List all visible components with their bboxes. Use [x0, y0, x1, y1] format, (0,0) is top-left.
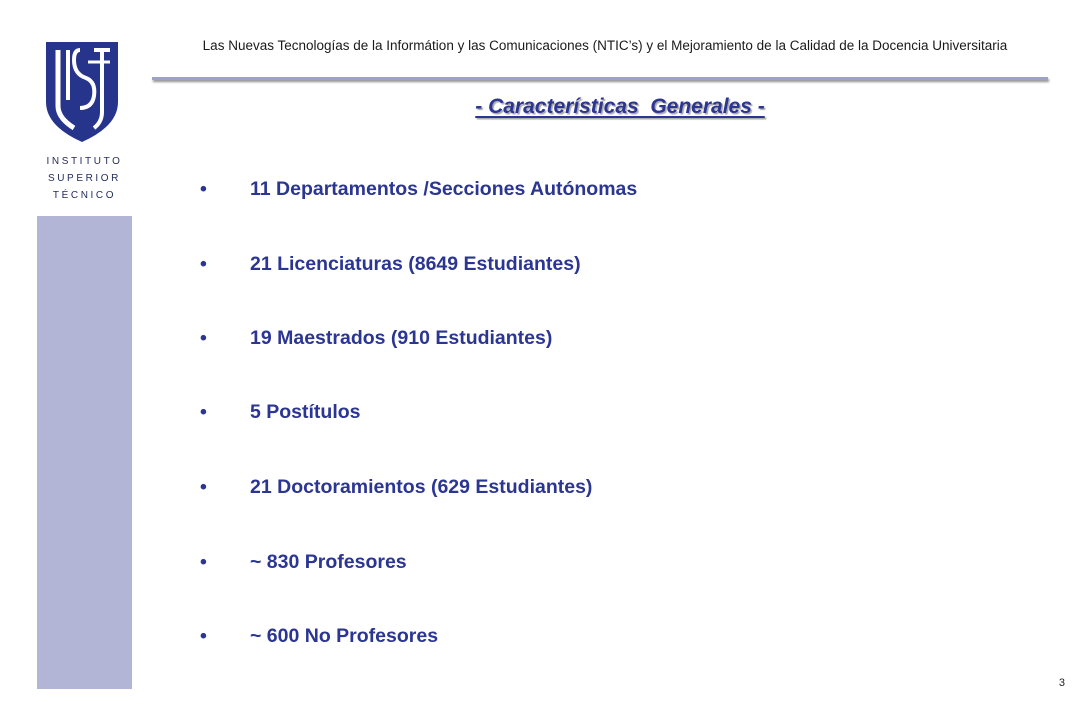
bullet-marker: •: [200, 327, 207, 349]
slide-title: - Características Generales -: [475, 95, 765, 118]
logo-text-line-3: TÉCNICO: [52, 190, 117, 201]
bullet-marker: •: [200, 476, 207, 498]
bullet-marker: •: [200, 551, 207, 573]
bullet-text: ~ 830 Profesores: [250, 551, 407, 573]
slide-header: Las Nuevas Tecnologías de la Informátion y las Comunicaciones (NTIC’s) y el Mejoramiento de la Calidad de la Docencia Universitaria: [202, 38, 1008, 53]
bullet-marker: •: [200, 253, 207, 275]
bullet-list: [200, 0, 1020, 720]
bullet-text: 21 Licenciaturas (8649 Estudiantes): [250, 253, 581, 275]
bullet-marker: •: [200, 178, 207, 200]
bullet-item: [200, 622, 1020, 650]
bullet-item: [200, 250, 1020, 278]
bullet-text: 19 Maestrados (910 Estudiantes): [250, 327, 553, 349]
bullet-text: ~ 600 No Profesores: [250, 625, 439, 647]
bullet-item: [200, 175, 1020, 203]
logo-text-line-1: INSTITUTO: [46, 156, 123, 167]
logo-text-line-2: SUPERIOR: [47, 173, 122, 184]
bullet-item: [200, 473, 1020, 501]
bullet-text: 11 Departamentos /Secciones Autónomas: [250, 178, 638, 200]
bullet-marker: •: [200, 625, 207, 647]
bullet-text: 21 Doctoramientos (629 Estudiantes): [250, 476, 593, 498]
page-number: 3: [1058, 677, 1065, 689]
bullet-item: [200, 324, 1020, 352]
ist-logo-shield-icon: [44, 40, 120, 144]
bullet-text: 5 Postítulos: [250, 401, 361, 423]
bullet-item: [200, 548, 1020, 576]
bullet-marker: •: [200, 401, 207, 423]
bullet-item: [200, 398, 1020, 426]
